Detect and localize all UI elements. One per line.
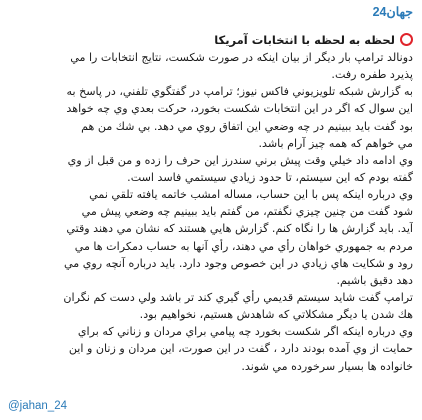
body-line: به گزارش شبكه تلويزيوني فاكس نيوز؛ ترامپ در گفتگوي تلفني، در پاسخ به [66,85,413,99]
channel-name[interactable]: جهان24 [372,5,413,19]
body-line: حمايت از وي آمده بودند دارد ، گفت در اين صورت، اين مردان و زنان و اين [68,342,413,356]
body-line: هك شدن يا ديگر مشكلاتي كه شاهدش هستيم، نخواهيم بود. [139,308,413,322]
body-line: گفته بودم كه اين سيستم، تا حدود زيادي سيستمي فاسد است. [127,170,413,184]
body-line: خانواده ها بسيار سرخورده مي شوند. [241,359,413,373]
body-line: اين سوال كه اگر در اين انتخابات شكست بخورد، حركت بعدي وي چه خواهد [66,102,413,116]
headline-text: لحظه به لحظه با انتخابات آمريكا [214,33,395,47]
body-line: دونالد ترامپ بار ديگر از بيان اينكه در صورت شكست، نتايج انتخابات را مي [70,51,413,64]
body-line: مردم به جمهوري خواهان رأي مي دهند، رأي آنها به حساب دمكرات ها مي [74,239,413,253]
body-line: رود و شكايت هاي زيادي در اين خصوص وجود دارد. بايد درباره آنچه روي مي [64,256,413,270]
body-line: دهد دقيق باشيم. [336,273,413,287]
body-line: ترامپ گفت شايد سيستم قديمي رأي گيري كند تر باشد ولي دست كم نگران [63,290,413,304]
body-line: شود گفت من چنين چيزي نگفتم، من گفتم بايد ببينيم چه وضعي پيش مي [81,205,413,219]
post-headline [9,32,413,48]
body-line: پذيرد طفره رفت. [331,68,413,82]
body-line: مي خواهم كه همه چيز آرام باشد. [258,136,413,150]
body-line: آيد. بايد گزارش ها را نگاه كنم. گزارش هايي هستند كه نشان مي دهند وقتي [66,222,413,236]
body-line: وي درباره اينكه پس با اين حساب، مساله امشب خاتمه يافته تلقي نمي [89,188,413,202]
body-line: وي ادامه داد خيلي وقت پيش برني سندرز اين حرف را زده و من قبل از وي [67,153,413,167]
channel-handle-link[interactable]: @jahan_24 [8,400,67,412]
red-circle-icon [400,33,413,46]
body-line: بود گفت بايد ببينيم در چه وضعي اين اتفاق روي مي دهد. بي شك من هم [81,119,413,133]
body-line: وي درباره اينكه اگر شكست بخورد چه پيامي براي مردان و زناني كه براي [77,325,413,339]
post-body [9,49,413,375]
